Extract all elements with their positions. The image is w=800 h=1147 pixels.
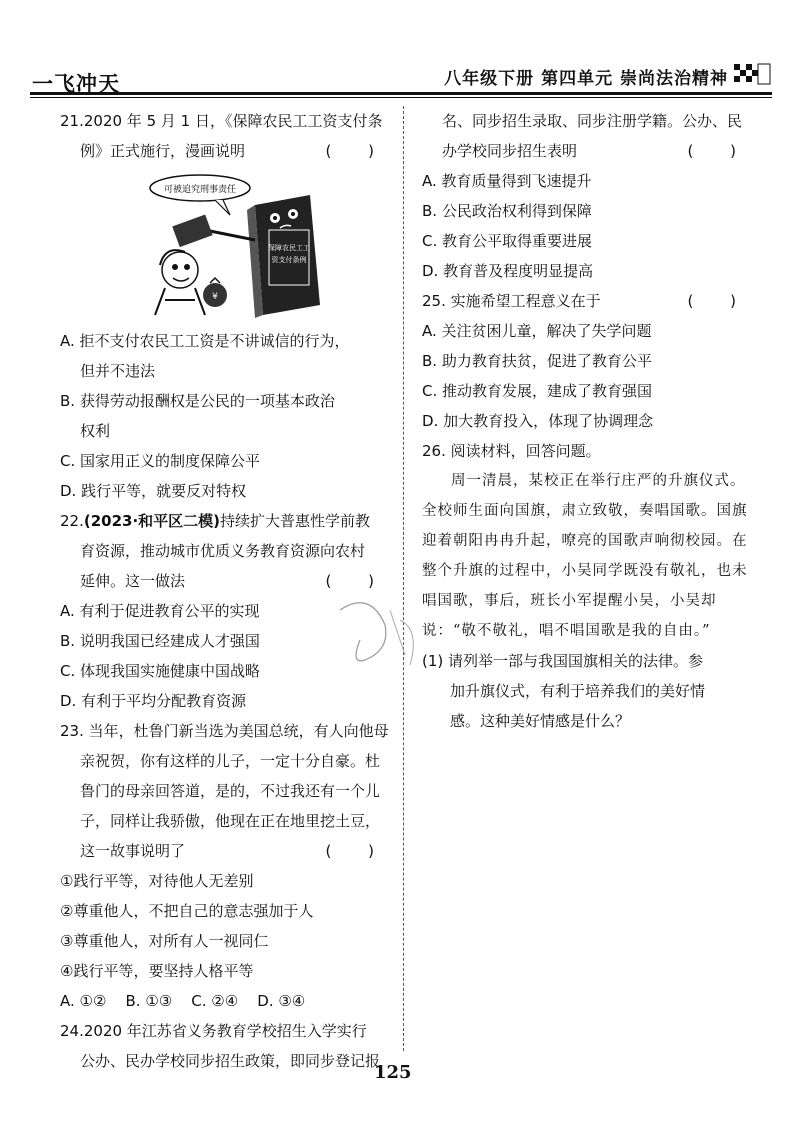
svg-text:¥: ¥: [212, 292, 218, 302]
q23-stem-line2: 亲祝贺，你有这样的儿子，一定十分自豪。杜: [80, 752, 381, 770]
brand-logo: 一飞冲天: [32, 71, 120, 96]
q21-option-b-line1: B. 获得劳动报酬权是公民的一项基本政治: [60, 392, 335, 410]
question-23: [60, 716, 390, 1016]
q22-option-a: A. 有利于促进教育公平的实现: [60, 602, 260, 620]
answer-bracket: ( ): [687, 292, 752, 310]
q21-option-d: D. 践行平等，就要反对特权: [60, 482, 247, 500]
question-24: [60, 1016, 390, 1076]
q24-stem-line2: 公办、民办学校同步招生政策，即同步登记报: [80, 1052, 381, 1070]
q26-sub1-line1: (1) 请列举一部与我国国旗相关的法律。参: [422, 652, 704, 670]
q23-stem-line4: 子，同样让我骄傲，他现在正在地里挖土豆，: [80, 812, 381, 830]
q21-stem-line1: 21.2020 年 5 月 1 日，《保障农民工工资支付条: [60, 112, 383, 130]
q24-stem-text4: 办学校同步招生表明: [442, 142, 578, 160]
q25-option-c: C. 推动教育发展，建成了教育强国: [422, 382, 653, 400]
svg-text:保障农民工工: 保障农民工工: [268, 244, 310, 252]
q22-stem-line1: [60, 506, 390, 536]
q26-sub1-line3: 感。这种美好情感是什么？: [450, 712, 631, 730]
q24-option-a: A. 教育质量得到飞速提升: [422, 172, 592, 190]
q21-option-c: C. 国家用正义的制度保障公平: [60, 452, 261, 470]
cartoon-illustration: [135, 170, 350, 320]
page-number: 125: [374, 1062, 412, 1083]
cartoon-bubble-text: 可被追究刑事责任: [163, 185, 237, 195]
q23-statement-3: ③尊重他人，对所有人一视同仁: [60, 932, 269, 950]
q24-option-b: B. 公民政治权利得到保障: [422, 202, 592, 220]
column-divider: [403, 106, 404, 1051]
answer-bracket: ( ): [687, 142, 752, 160]
q22-number: 22.: [60, 512, 84, 530]
q23-choices: A. ①② B. ①③ C. ②④ D. ③④: [60, 992, 306, 1010]
q23-stem-line1: 23. 当年，杜鲁门新当选为美国总统，有人向他母: [60, 722, 389, 740]
q22-stem-text3: 延伸。这一做法: [80, 572, 186, 590]
q26-reading-material: 周一清晨，某校正在举行庄严的升旗仪式。全校师生面向国旗，肃立致敬，奏唱国歌。国旗迎着朝阳冉冉升起，嘹亮的国歌声响彻校园。在整个升旗的过程中，小吴同学既没有敬礼，也未唱国歌，事后，班长小军提醒小吴，小吴却说：“敬不敬礼，唱不唱国歌是我的自由。”: [422, 473, 748, 639]
question-21: [60, 106, 390, 506]
answer-bracket: ( ): [325, 142, 390, 160]
q26-sub1-line2: 加升旗仪式，有利于培养我们的美好情: [450, 682, 706, 700]
q22-source-tag: (2023·和平区二模): [83, 512, 221, 530]
q23-statement-2: ②尊重他人，不把自己的意志强加于人: [60, 902, 314, 920]
q24-option-d: D. 教育普及程度明显提高: [422, 262, 594, 280]
svg-text:资支付条例: 资支付条例: [271, 256, 307, 264]
q22-stem-line2: 育资源，推动城市优质义务教育资源向农村: [80, 542, 366, 560]
q21-option-a-line2: 但并不违法: [80, 362, 156, 380]
q21-option-b-line2: 权利: [80, 422, 111, 440]
q22-option-d: D. 有利于平均分配教育资源: [60, 692, 247, 710]
q26-stem: 26. 阅读材料，回答问题。: [422, 442, 601, 460]
q21-stem-text: 例》正式施行，漫画说明: [80, 142, 246, 160]
q25-option-b: B. 助力教育扶贫，促进了教育公平: [422, 352, 652, 370]
q22-stem-text: 持续扩大普惠性学前教: [220, 512, 371, 530]
answer-bracket: ( ): [325, 572, 390, 590]
q25-option-d: D. 加大教育投入，体现了协调理念: [422, 412, 654, 430]
question-24-continued: [422, 106, 752, 286]
q23-statement-4: ④践行平等，要坚持人格平等: [60, 962, 254, 980]
q21-option-a-line1: A. 拒不支付农民工工资是不讲诚信的行为，: [60, 332, 350, 350]
q25-option-a: A. 关注贫困儿童，解决了失学问题: [422, 322, 652, 340]
q22-option-b: B. 说明我国已经建成人才强国: [60, 632, 260, 650]
q25-stem: 25. 实施希望工程意义在于: [422, 292, 601, 310]
q24-option-c: C. 教育公平取得重要进展: [422, 232, 593, 250]
right-column: [422, 106, 752, 736]
unit-title: 八年级下册 第四单元 崇尚法治精神: [444, 69, 728, 89]
q21-stem-line2: [60, 136, 390, 166]
header-rule-thick: [30, 92, 772, 95]
q22-option-c: C. 体现我国实施健康中国战略: [60, 662, 261, 680]
q23-stem-line3: 鲁门的母亲回答道，是的，不过我还有一个儿: [80, 782, 381, 800]
q25-stem-line: [422, 286, 752, 316]
question-25: [422, 286, 752, 436]
q23-stem-text5: 这一故事说明了: [80, 842, 186, 860]
answer-bracket: ( ): [325, 842, 390, 860]
question-26: [422, 436, 752, 736]
header-rule-thin: [30, 97, 772, 98]
q23-stem-line5: [60, 836, 390, 866]
page-header: [30, 60, 772, 100]
q24-stem-line4: [422, 136, 752, 166]
pencil-scribble-icon: [330, 580, 440, 690]
q24-stem-line3: 名、同步招生录取、同步注册学籍。公办、民: [442, 112, 743, 130]
q23-statement-1: ①践行平等，对待他人无差别: [60, 872, 254, 890]
q24-stem-line1: 24.2020 年江苏省义务教育学校招生入学实行: [60, 1022, 367, 1040]
checker-decoration-icon: [732, 60, 772, 88]
